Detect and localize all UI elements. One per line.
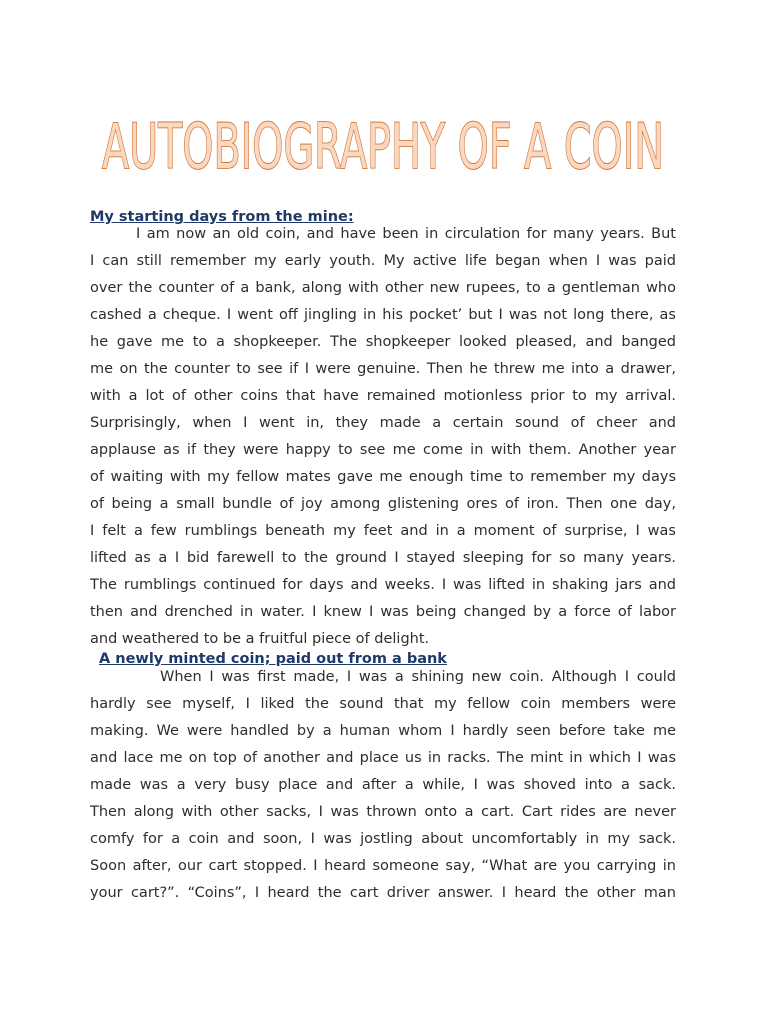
paragraph-line: cashed a cheque. I went off jingling in his pocket’ but I was not long there, as [90,307,676,323]
title-banner [0,102,768,182]
paragraph-line: applause as if they were happy to see me come in with them. Another year [90,442,676,458]
paragraph-line: he gave me to a shopkeeper. The shopkeeper looked pleased, and banged [90,334,676,350]
paragraph-line: lifted as a I bid farewell to the ground I stayed sleeping for so many years. [90,550,676,566]
section-heading-newly-minted: A newly minted coin; paid out from a bank [99,651,447,667]
section-body-starting-days [90,221,676,653]
paragraph-line: Then along with other sacks, I was thrown onto a cart. Cart rides are never [90,804,676,820]
paragraph-line: with a lot of other coins that have remained motionless prior to my arrival. [90,388,676,404]
paragraph-line: then and drenched in water. I knew I was being changed by a force of labor [90,604,676,620]
paragraph-line: of waiting with my fellow mates gave me enough time to remember my days [90,469,676,485]
section-body-newly-minted [90,664,676,907]
title-wordart [0,102,768,182]
paragraph-line: The rumblings continued for days and weeks. I was lifted in shaking jars and [90,577,676,593]
paragraph-line: and weathered to be a fruitful piece of delight. [90,631,430,647]
paragraph-line: me on the counter to see if I were genuine. Then he threw me into a drawer, [90,361,676,377]
paragraph-line: comfy for a coin and soon, I was jostling about uncomfortably in my sack. [90,831,676,847]
section-heading-starting-days: My starting days from the mine: [90,209,354,225]
paragraph-line: and lace me on top of another and place us in racks. The mint in which I was [90,750,676,766]
paragraph-line: made was a very busy place and after a while, I was shoved into a sack. [90,777,676,793]
paragraph-line: I can still remember my early youth. My active life began when I was paid [90,253,676,269]
paragraph-line: When I was first made, I was a shining new coin. Although I could [160,669,676,685]
paragraph-line: I felt a few rumblings beneath my feet and in a moment of surprise, I was [90,523,676,539]
paragraph-line: making. We were handled by a human whom I hardly seen before take me [90,723,676,739]
paragraph-line: I am now an old coin, and have been in circulation for many years. But [136,226,676,242]
paragraph-line: Surprisingly, when I went in, they made a certain sound of cheer and [90,415,676,431]
paragraph-line: hardly see myself, I liked the sound that my fellow coin members were [90,696,676,712]
paragraph-line: over the counter of a bank, along with other new rupees, to a gentleman who [90,280,676,296]
paragraph-line: your cart?”. “Coins”, I heard the cart driver answer. I heard the other man [90,885,676,901]
document-title: AUTOBIOGRAPHY OF A COIN [102,110,664,182]
paragraph-line: of being a small bundle of joy among glistening ores of iron. Then one day, [90,496,676,512]
paragraph-line: Soon after, our cart stopped. I heard someone say, “What are you carrying in [90,858,676,874]
